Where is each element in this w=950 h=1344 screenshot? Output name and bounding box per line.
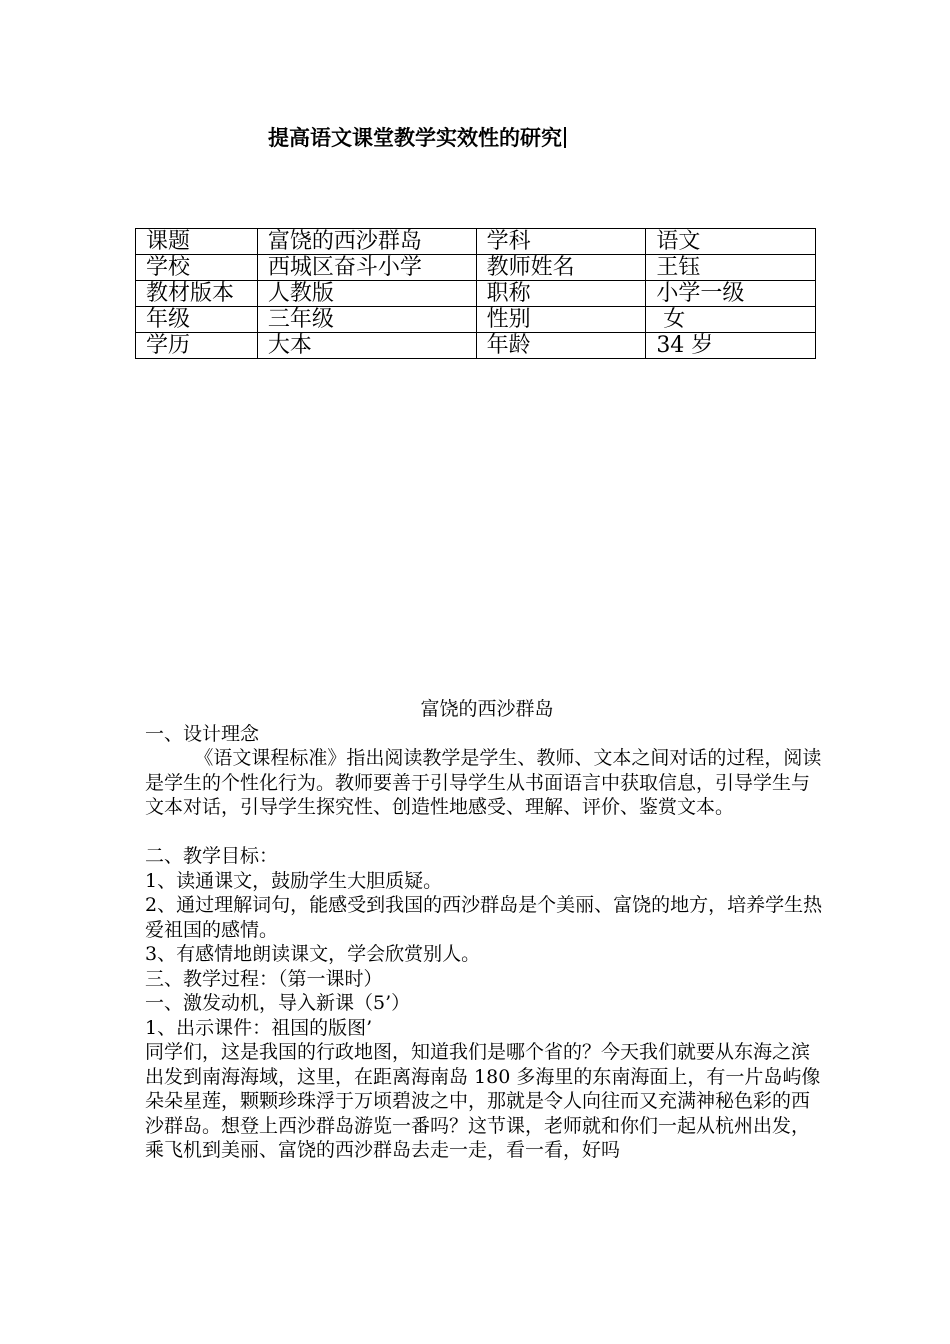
- table-cell: 富饶的西沙群岛: [257, 229, 476, 255]
- list-item: 1、读通课文，鼓励学生大胆质疑。: [145, 869, 443, 892]
- table-cell: 教师姓名: [476, 255, 646, 281]
- table-cell: 大本: [257, 333, 476, 359]
- list-item: 1、出示课件：祖国的版图’: [145, 1016, 373, 1039]
- table-cell: 三年级: [257, 307, 476, 333]
- table-cell: 教材版本: [136, 281, 258, 307]
- page-title: [268, 124, 566, 152]
- table-cell: 女: [646, 307, 816, 333]
- table-row: [136, 255, 816, 281]
- table-cell: 年龄: [476, 333, 646, 359]
- table-cell: 语文: [646, 229, 816, 255]
- list-item: 3、有感情地朗读课文，学会欣赏别人。: [145, 943, 481, 965]
- lesson-plan-body: [145, 697, 825, 1163]
- paragraph: 《语文课程标准》指出阅读教学是学生、教师、文本之间对话的过程，阅读是学生的个性化行为。教师要善于引导学生从书面语言中获取信息，引导学生与文本对话，引导学生探究性、创造性地感受、理解、评价、鉴赏文本。: [145, 747, 822, 818]
- section-title: 一、设计理念: [145, 722, 260, 745]
- blank-line: [145, 820, 825, 845]
- table-row: [136, 229, 816, 255]
- table-cell: 西城区奋斗小学: [257, 255, 476, 281]
- table-row: [136, 307, 816, 333]
- lesson-heading: 富饶的西沙群岛: [420, 698, 554, 720]
- table-cell: 学历: [136, 333, 258, 359]
- table-cell: 性别: [476, 307, 646, 333]
- table-cell: 职称: [476, 281, 646, 307]
- table-cell: 年级: [136, 307, 258, 333]
- table-cell: 人教版: [257, 281, 476, 307]
- table-cell: 王钰: [646, 255, 816, 281]
- table-row: [136, 281, 816, 307]
- paragraph: 同学们，这是我国的行政地图，知道我们是哪个省的？今天我们就要从东海之滨出发到南海海域，这里，在距离海南岛 180 多海里的东南海面上，有一片岛屿像朵朵星莲，颗颗珍珠浮于万顷碧波之中，那就是令人向往而又充满神秘色彩的西沙群岛。想登上西沙群岛游览一番吗？这节课，老师就和你们一起从杭州出发，乘飞机到美丽、富饶的西沙群岛去走一走，看一看，好吗: [145, 1041, 821, 1161]
- section-title: 三、教学过程：（第一课时）: [145, 967, 383, 990]
- section-title: 二、教学目标：: [145, 845, 279, 867]
- text-cursor: [564, 127, 566, 148]
- table-row: [136, 333, 816, 359]
- page-title-text: 提高语文课堂教学实效性的研究: [268, 126, 562, 150]
- step-title: 一、激发动机，导入新课（5’）: [145, 992, 411, 1014]
- table-cell: 课题: [136, 229, 258, 255]
- lesson-info-table: [135, 228, 816, 359]
- list-item: 2、通过理解词句，能感受到我国的西沙群岛是个美丽、富饶的地方，培养学生热爱祖国的感情。: [145, 894, 823, 941]
- table-cell: 学校: [136, 255, 258, 281]
- table-cell: 小学一级: [646, 281, 816, 307]
- table-cell: 34 岁: [646, 333, 816, 359]
- table-cell: 学科: [476, 229, 646, 255]
